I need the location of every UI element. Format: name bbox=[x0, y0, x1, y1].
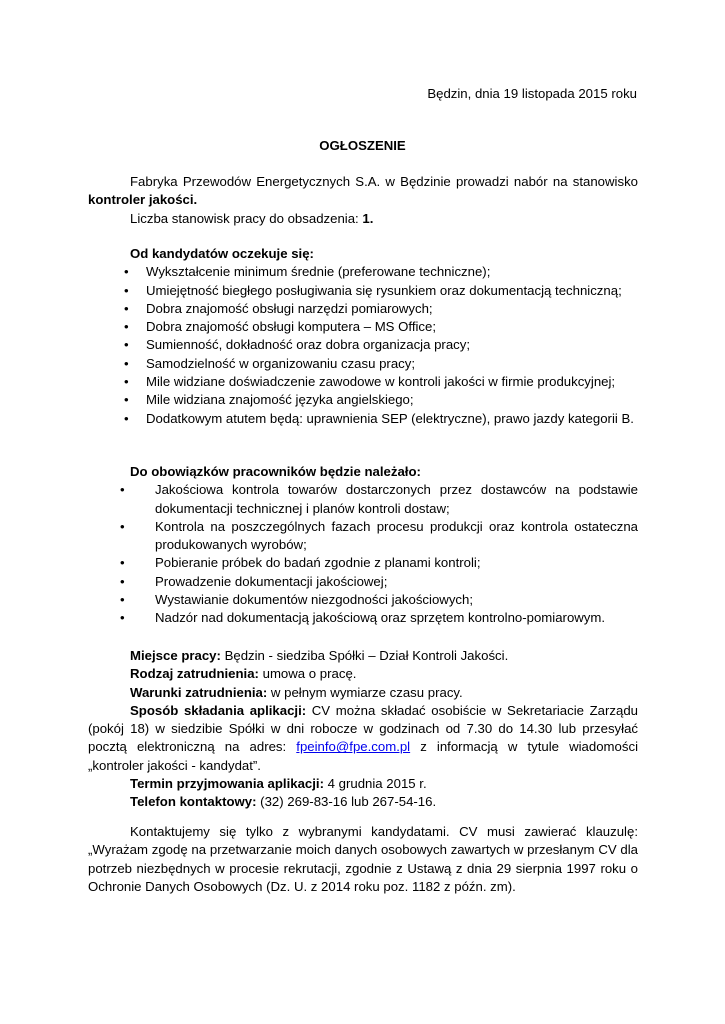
requirement-item: • Mile widziane doświadczenie zawodowe w kontroli jakości w firmie produkcyjnej; bbox=[146, 373, 638, 391]
work-place bbox=[88, 647, 638, 665]
employment-conditions-value: w pełnym wymiarze czasu pracy. bbox=[267, 684, 463, 700]
duty-item: • Kontrola na poszczególnych fazach procesu produkcji oraz kontrola ostateczna produkowanych wyrobów; bbox=[155, 518, 638, 555]
intro-text: Fabryka Przewodów Energetycznych S.A. w Będzinie prowadzi nabór na stanowisko bbox=[130, 174, 638, 189]
closing-clause: Kontaktujemy się tylko z wybranymi kandydatami. CV musi zawierać klauzulę: „Wyrażam zgodę na przetwarzanie moich danych osobowych zawartych w przesłanym CV dla potrzeb niezbędnych w procesie rekrutacji, zgodnie z Ustawą z dnia 29 sierpnia 1997 roku o Ochronie Danych Osobowych (Dz. U. z 2014 roku poz. 1182 z późn. zm). bbox=[88, 824, 638, 894]
intro-position bbox=[88, 191, 638, 209]
requirement-item: • Dodatkowym atutem będą: uprawnienia SEP (elektryczne), prawo jazdy kategorii B. bbox=[146, 410, 638, 428]
requirement-item: • Wykształcenie minimum średnie (preferowane techniczne); bbox=[146, 263, 638, 281]
application-deadline bbox=[88, 775, 638, 793]
requirement-item: • Dobra znajomość obsługi narzędzi pomiarowych; bbox=[146, 300, 638, 318]
duties-heading: Do obowiązków pracowników będzie należało: bbox=[130, 464, 421, 479]
contact-phone-label: Telefon kontaktowy: bbox=[130, 794, 257, 810]
application-deadline-label: Termin przyjmowania aplikacji: bbox=[130, 776, 324, 792]
vacancy-count-value: 1. bbox=[362, 210, 374, 226]
requirement-item: • Mile widziana znajomość języka angielskiego; bbox=[146, 391, 638, 409]
duty-item: • Wystawianie dokumentów niezgodności jakościowych; bbox=[155, 591, 638, 609]
requirement-item: • Sumienność, dokładność oraz dobra organizacja pracy; bbox=[146, 336, 638, 354]
duty-item: • Jakościowa kontrola towarów dostarczonych przez dostawców na podstawie dokumentacji technicznej i planów kontroli dostaw; bbox=[155, 481, 638, 518]
requirements-section bbox=[88, 245, 638, 428]
application-method-value: CV można składać osobiście w Sekretariacie Zarządu (pokój 18) w siedzibie Spółki w dni robocze w godzinach od 7.30 do 14.30 lub przesyłać pocztą elektroniczną na adres: bbox=[88, 702, 638, 755]
duty-item: • Pobieranie próbek do badań zgodnie z planami kontroli; bbox=[155, 554, 638, 572]
intro-section bbox=[88, 173, 638, 228]
employment-type-value: umowa o pracę. bbox=[258, 666, 357, 682]
duties-list bbox=[155, 481, 638, 627]
email-link[interactable]: fpeinfo@fpe.com.pl bbox=[296, 739, 411, 755]
vacancy-count bbox=[88, 210, 638, 228]
employment-conditions-label: Warunki zatrudnienia: bbox=[130, 684, 268, 700]
work-place-label: Miejsce pracy: bbox=[130, 648, 221, 663]
duties-section bbox=[88, 463, 638, 628]
employment-type bbox=[88, 665, 638, 683]
requirements-list bbox=[146, 263, 638, 428]
position-name: kontroler jakości. bbox=[88, 192, 198, 208]
place-date: Będzin, dnia 19 listopada 2015 roku bbox=[427, 86, 637, 101]
requirement-item: • Umiejętność biegłego posługiwania się rysunkiem oraz dokumentacją techniczną; bbox=[146, 282, 638, 300]
requirement-item: • Dobra znajomość obsługi komputera – MS Office; bbox=[146, 318, 638, 336]
details-section bbox=[88, 647, 638, 812]
application-method bbox=[88, 702, 638, 775]
contact-phone bbox=[88, 793, 638, 811]
page-title: OGŁOSZENIE bbox=[319, 138, 406, 153]
application-method-end: z informacją w tytule wiadomości „kontroler jakości - kandydat”. bbox=[88, 739, 638, 773]
application-deadline-value: 4 grudnia 2015 r. bbox=[323, 776, 427, 792]
closing-section bbox=[88, 823, 638, 896]
work-place-value: Będzin - siedziba Spółki – Dział Kontroli Jakości. bbox=[220, 648, 509, 663]
duty-item: • Prowadzenie dokumentacji jakościowej; bbox=[155, 573, 638, 591]
application-method-label: Sposób składania aplikacji: bbox=[130, 702, 307, 718]
duty-item: • Nadzór nad dokumentacją jakościową oraz sprzętem kontrolno-pomiarowym. bbox=[155, 609, 638, 627]
employment-conditions bbox=[88, 684, 638, 702]
contact-phone-value: (32) 269-83-16 lub 267-54-16. bbox=[256, 794, 437, 810]
vacancy-count-label: Liczba stanowisk pracy do obsadzenia: bbox=[130, 210, 359, 226]
requirement-item: • Samodzielność w organizowaniu czasu pracy; bbox=[146, 355, 638, 373]
employment-type-label: Rodzaj zatrudnienia: bbox=[130, 666, 259, 682]
requirements-heading: Od kandydatów oczekuje się: bbox=[130, 246, 314, 261]
